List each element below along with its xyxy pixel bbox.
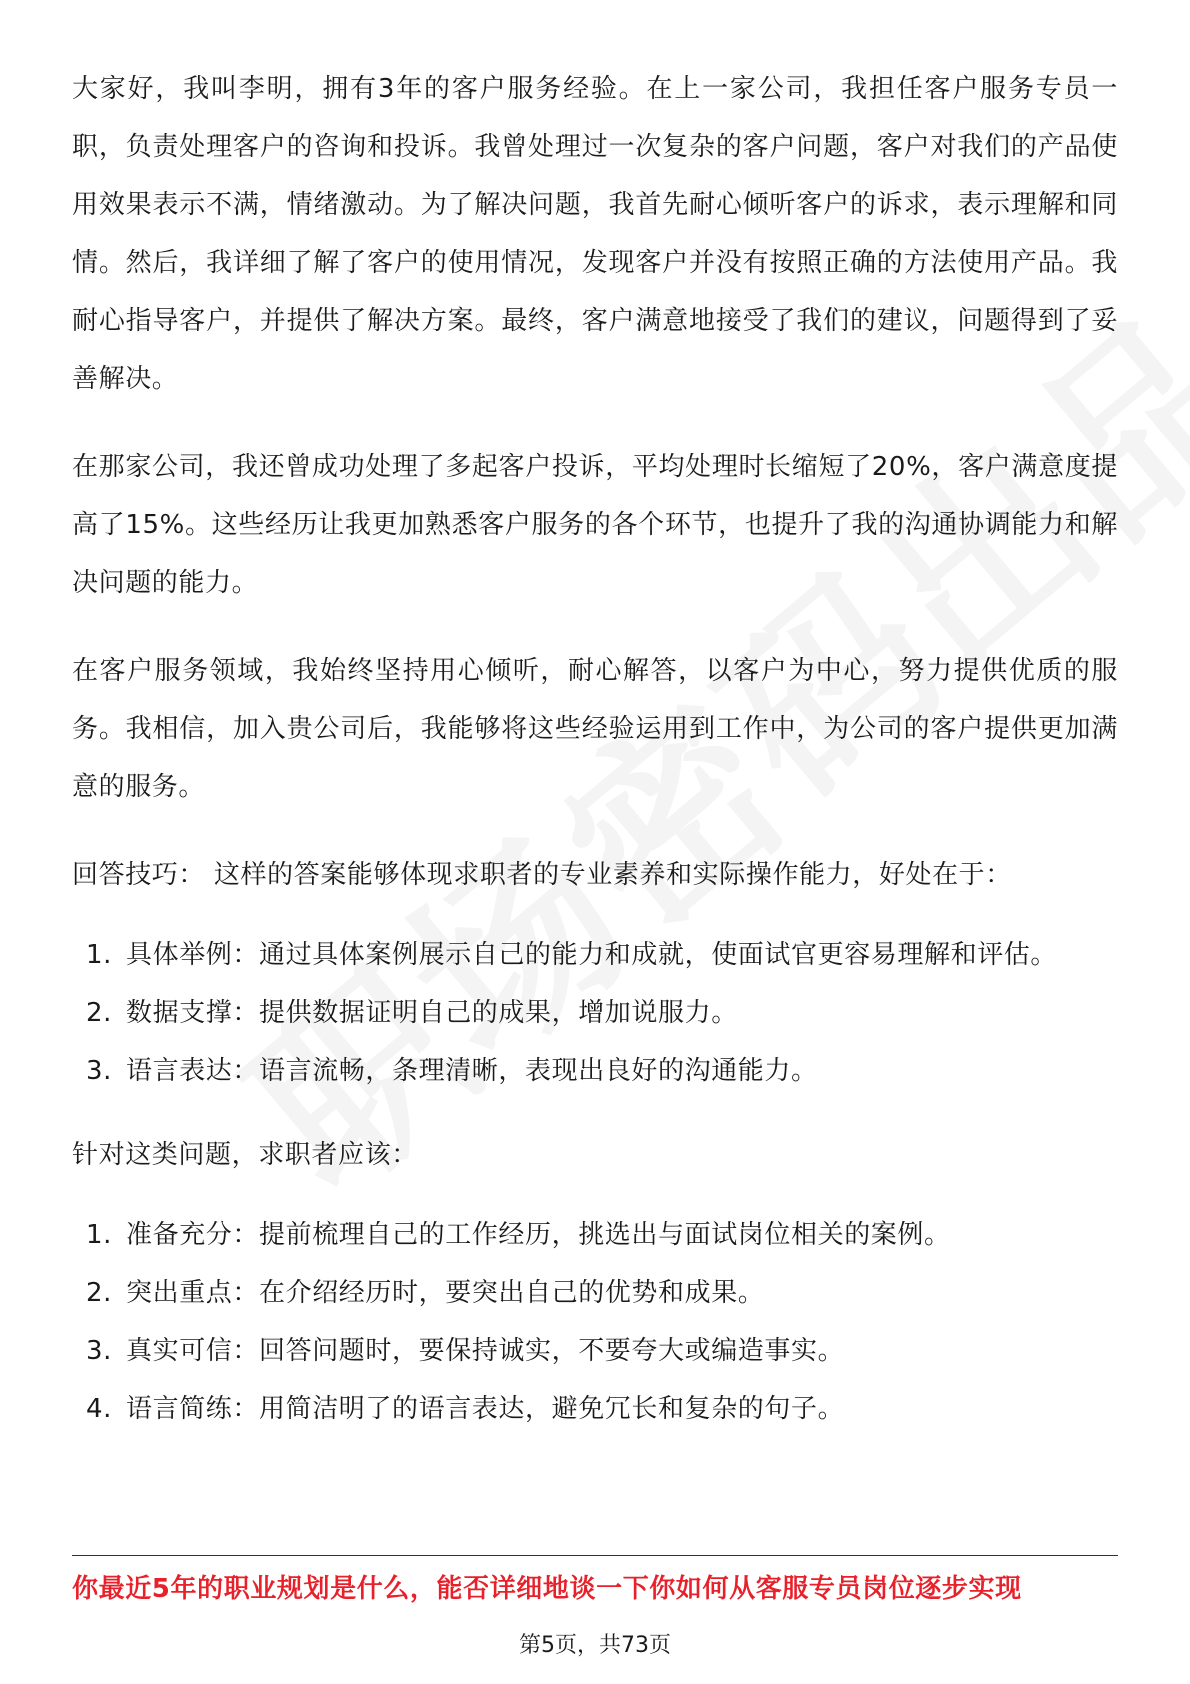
advice-list [72, 1206, 1118, 1438]
next-question-heading: 你最近5年的职业规划是什么，能否详细地谈一下你如何从客服专员岗位逐步实现 [72, 1574, 1022, 1604]
list-number: 1. [86, 940, 113, 970]
tips-list [72, 926, 1118, 1100]
list-number: 3. [86, 1056, 113, 1086]
tips-list-item [72, 926, 1118, 984]
list-number: 3. [86, 1336, 113, 1366]
advice-list-item [72, 1264, 1118, 1322]
list-number: 2. [86, 998, 113, 1028]
tips-list-item [72, 1042, 1118, 1100]
list-number: 4. [86, 1394, 113, 1424]
list-item-text: 真实可信：回答问题时，要保持诚实，不要夸大或编造事实。 [126, 1336, 845, 1366]
section-divider [72, 1555, 1118, 1556]
advice-list-item [72, 1206, 1118, 1264]
advice-list-item [72, 1380, 1118, 1438]
answer-paragraph-2: 在那家公司，我还曾成功处理了多起客户投诉，平均处理时长缩短了20%，客户满意度提高了15%。这些经历让我更加熟悉客户服务的各个环节，也提升了我的沟通协调能力和解决问题的能力。 [72, 452, 1118, 598]
answer-paragraph-1: 大家好，我叫李明，拥有3年的客户服务经验。在上一家公司，我担任客户服务专员一职，负责处理客户的咨询和投诉。我曾处理过一次复杂的客户问题，客户对我们的产品使用效果表示不满，情绪激动。为了解决问题，我首先耐心倾听客户的诉求，表示理解和同情。然后，我详细了解了客户的使用情况，发现客户并没有按照正确的方法使用产品。我耐心指导客户，并提供了解决方案。最终，客户满意地接受了我们的建议，问题得到了妥善解决。 [72, 74, 1118, 394]
advice-list-item [72, 1322, 1118, 1380]
list-item-text: 语言表达：语言流畅，条理清晰，表现出良好的沟通能力。 [126, 1056, 818, 1086]
list-item-text: 准备充分：提前梳理自己的工作经历，挑选出与面试岗位相关的案例。 [126, 1220, 951, 1250]
list-number: 1. [86, 1220, 113, 1250]
answer-paragraph-3: 在客户服务领域，我始终坚持用心倾听，耐心解答，以客户为中心，努力提供优质的服务。我相信，加入贵公司后，我能够将这些经验运用到工作中，为公司的客户提供更加满意的服务。 [72, 656, 1118, 802]
list-item-text: 语言简练：用简洁明了的语言表达，避免冗长和复杂的句子。 [126, 1394, 845, 1424]
tips-list-item [72, 984, 1118, 1042]
list-number: 2. [86, 1278, 113, 1308]
advice-intro: 针对这类问题，求职者应该： [72, 1140, 418, 1170]
tips-intro: 回答技巧： 这样的答案能够体现求职者的专业素养和实际操作能力，好处在于： [72, 860, 1012, 890]
list-item-text: 具体举例：通过具体案例展示自己的能力和成就，使面试官更容易理解和评估。 [126, 940, 1058, 970]
page-content [72, 60, 1118, 1464]
list-item-text: 突出重点：在介绍经历时，要突出自己的优势和成果。 [126, 1278, 765, 1308]
list-item-text: 数据支撑：提供数据证明自己的成果，增加说服力。 [126, 998, 738, 1028]
page-number: 第5页，共73页 [519, 1633, 671, 1658]
